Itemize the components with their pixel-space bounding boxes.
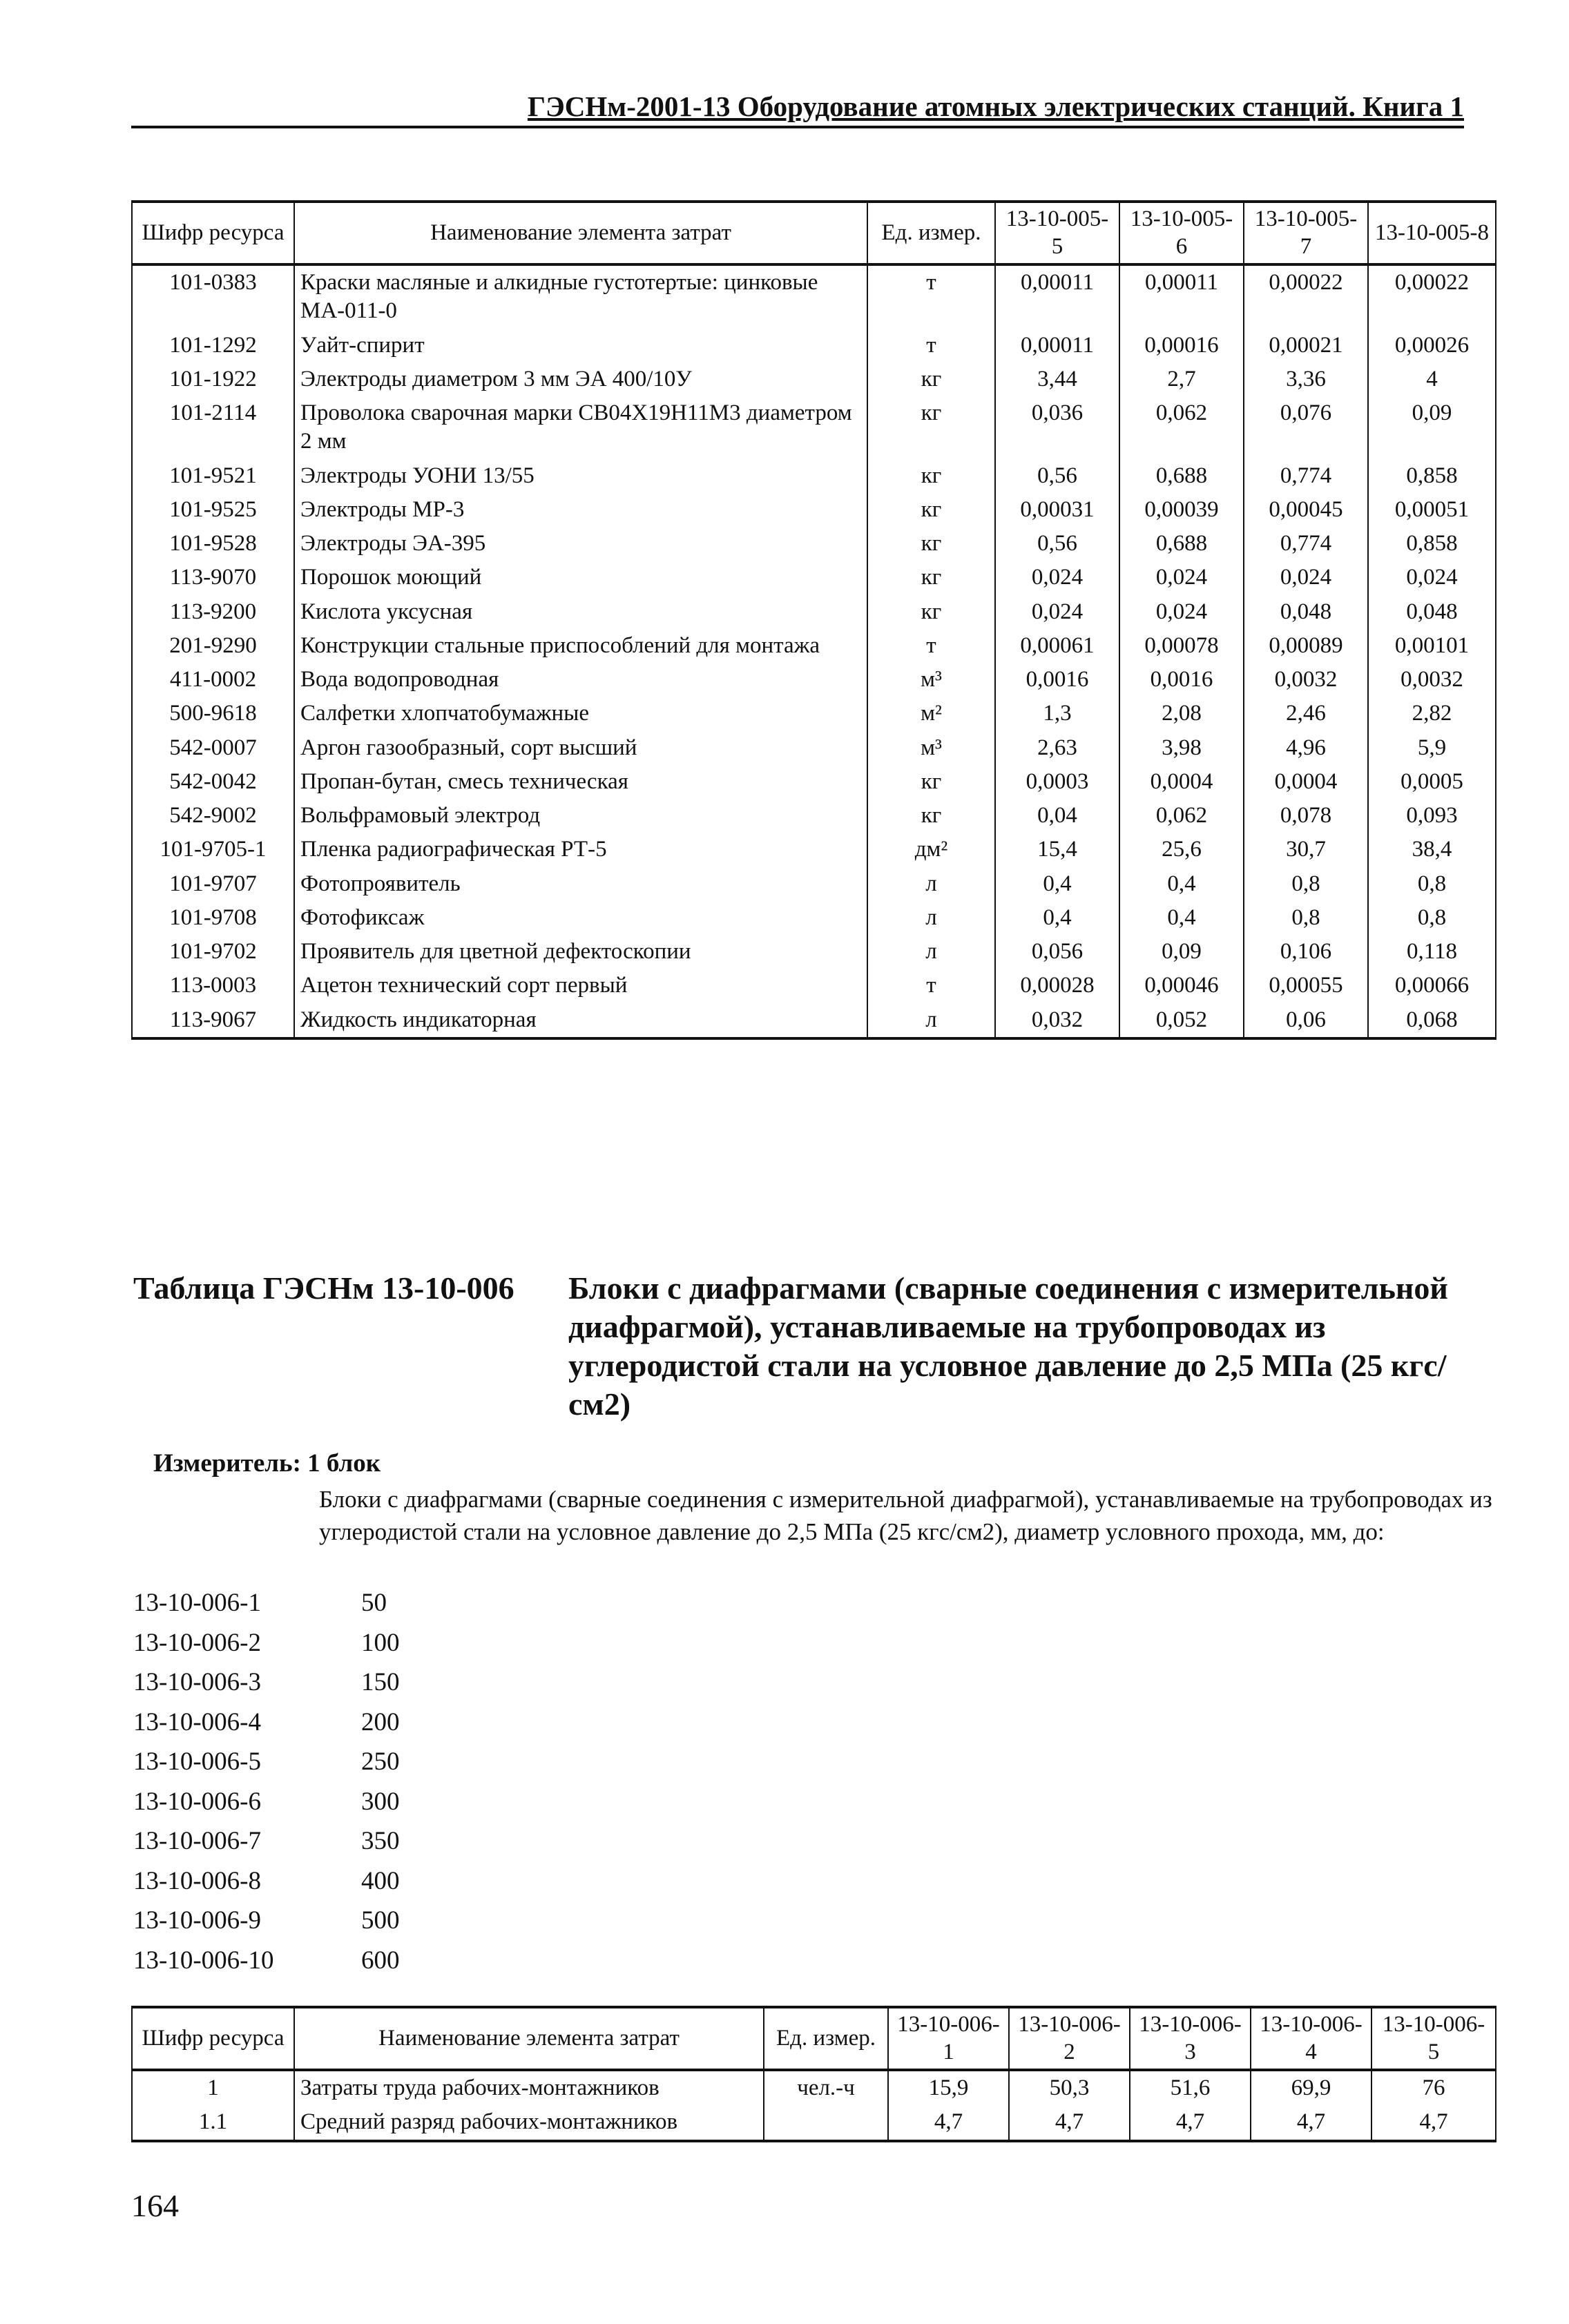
resource-code-cell: 101-9525 (132, 493, 294, 527)
resource-name-cell: Уайт-спирит (294, 329, 867, 362)
value-cell: 4,7 (1251, 2105, 1371, 2140)
column-header-unit: Ед. измер. (764, 2007, 888, 2070)
column-header-variant: 13-10-006-5 (1371, 2007, 1496, 2070)
resource-code-cell: 101-1922 (132, 362, 294, 396)
value-cell: 0,0004 (1244, 765, 1368, 799)
table-row (132, 493, 1496, 527)
column-header-variant: 13-10-005-8 (1368, 202, 1496, 264)
value-cell: 50,3 (1009, 2070, 1130, 2105)
value-cell: 0,00078 (1119, 629, 1244, 663)
table-row (132, 867, 1496, 901)
table-row (132, 2105, 1496, 2140)
value-cell: 0,04 (995, 799, 1119, 833)
value-cell: 0,00028 (995, 969, 1119, 1003)
value-cell: 2,63 (995, 731, 1119, 765)
resource-name-cell: Вольфрамовый электрод (294, 799, 867, 833)
resource-code-cell: 101-2114 (132, 396, 294, 459)
resource-name-cell: Электроды МР-3 (294, 493, 867, 527)
resource-code-cell: 1 (132, 2070, 294, 2105)
variant-code: 13-10-006-9 (133, 1906, 261, 1935)
column-header-variant: 13-10-005-7 (1244, 202, 1368, 264)
column-header-code: Шифр ресурса (132, 2007, 294, 2070)
table-header-row (132, 2007, 1496, 2070)
value-cell: 0,8 (1244, 901, 1368, 935)
value-cell: 0,00031 (995, 493, 1119, 527)
resource-name-cell: Порошок моющий (294, 561, 867, 594)
value-cell: 0,024 (995, 561, 1119, 594)
variant-code: 13-10-006-4 (133, 1707, 261, 1736)
value-cell: 0,00046 (1119, 969, 1244, 1003)
unit-cell: кг (867, 799, 995, 833)
value-cell: 0,00101 (1368, 629, 1496, 663)
value-cell: 25,6 (1119, 833, 1244, 866)
unit-cell: кг (867, 595, 995, 629)
value-cell: 0,688 (1119, 459, 1244, 493)
resource-code-cell: 101-9528 (132, 527, 294, 561)
value-cell: 0,00011 (995, 329, 1119, 362)
value-cell: 0,052 (1119, 1003, 1244, 1038)
table-title: Блоки с диафрагмами (сварные соединения с измерительной диафрагмой), устанавливаемые на трубопроводах из углеродистой стали на условное давление до 2,5 МПа (25 кгс/см2) (568, 1270, 1448, 1422)
unit-cell: м³ (867, 663, 995, 697)
resource-code-cell: 500-9618 (132, 697, 294, 730)
value-cell: 3,98 (1119, 731, 1244, 765)
variant-code: 13-10-006-6 (133, 1787, 261, 1816)
table-row (132, 731, 1496, 765)
column-header-variant: 13-10-006-2 (1009, 2007, 1130, 2070)
value-cell: 4,96 (1244, 731, 1368, 765)
value-cell: 69,9 (1251, 2070, 1371, 2105)
value-cell: 2,08 (1119, 697, 1244, 730)
value-cell: 0,4 (995, 867, 1119, 901)
resource-code-cell: 411-0002 (132, 663, 294, 697)
resource-name-cell: Проявитель для цветной дефектоскопии (294, 935, 867, 969)
value-cell: 0,032 (995, 1003, 1119, 1038)
table-row (132, 396, 1496, 459)
resource-code-cell: 201-9290 (132, 629, 294, 663)
table-label: Таблица ГЭСНм 13-10-006 (133, 1270, 514, 1306)
variant-code: 13-10-006-7 (133, 1827, 261, 1855)
unit-cell: т (867, 969, 995, 1003)
column-header-variant: 13-10-006-3 (1130, 2007, 1251, 2070)
value-cell: 0,024 (1119, 595, 1244, 629)
resource-name-cell: Затраты труда рабочих-монтажников (294, 2070, 764, 2105)
value-cell: 0,024 (1368, 561, 1496, 594)
unit-cell: чел.-ч (764, 2070, 888, 2105)
resource-code-cell: 542-0007 (132, 731, 294, 765)
value-cell: 0,8 (1244, 867, 1368, 901)
value-cell: 15,9 (888, 2070, 1009, 2105)
variant-diameter: 150 (361, 1668, 400, 1696)
variant-diameter: 300 (361, 1787, 400, 1816)
value-cell: 0,688 (1119, 527, 1244, 561)
variant-diameter: 200 (361, 1707, 400, 1736)
table-row (132, 765, 1496, 799)
variant-diameter: 400 (361, 1866, 400, 1895)
value-cell: 0,774 (1244, 459, 1368, 493)
value-cell: 0,00021 (1244, 329, 1368, 362)
value-cell: 0,0032 (1244, 663, 1368, 697)
value-cell: 51,6 (1130, 2070, 1251, 2105)
unit-cell: кг (867, 362, 995, 396)
value-cell: 0,00011 (1119, 264, 1244, 329)
table-row (132, 969, 1496, 1003)
value-cell: 30,7 (1244, 833, 1368, 866)
resource-name-cell: Фотопроявитель (294, 867, 867, 901)
value-cell: 0,024 (995, 595, 1119, 629)
resource-code-cell: 101-9702 (132, 935, 294, 969)
resource-code-cell: 542-9002 (132, 799, 294, 833)
resource-code-cell: 101-9707 (132, 867, 294, 901)
variant-diameter: 250 (361, 1747, 400, 1776)
value-cell: 0,062 (1119, 799, 1244, 833)
column-header-variant: 13-10-005-6 (1119, 202, 1244, 264)
resource-code-cell: 101-0383 (132, 264, 294, 329)
unit-cell: кг (867, 459, 995, 493)
resource-code-cell: 113-9200 (132, 595, 294, 629)
value-cell: 0,4 (1119, 901, 1244, 935)
variant-diameter: 600 (361, 1946, 400, 1975)
table-header-row (132, 202, 1496, 264)
value-cell: 0,00022 (1368, 264, 1496, 329)
resource-name-cell: Конструкции стальные приспособлений для монтажа (294, 629, 867, 663)
variant-code: 13-10-006-2 (133, 1628, 261, 1657)
resource-name-cell: Электроды ЭА-395 (294, 527, 867, 561)
value-cell: 0,036 (995, 396, 1119, 459)
resource-name-cell: Фотофиксаж (294, 901, 867, 935)
variant-code: 13-10-006-5 (133, 1747, 261, 1776)
unit-cell: м³ (867, 731, 995, 765)
value-cell: 0,106 (1244, 935, 1368, 969)
unit-cell: л (867, 1003, 995, 1038)
value-cell: 0,4 (1119, 867, 1244, 901)
unit-cell: кг (867, 493, 995, 527)
resource-code-cell: 113-9067 (132, 1003, 294, 1038)
resource-name-cell: Кислота уксусная (294, 595, 867, 629)
unit-cell: т (867, 264, 995, 329)
unit-cell: т (867, 629, 995, 663)
column-header-name: Наименование элемента затрат (294, 2007, 764, 2070)
value-cell: 0,00022 (1244, 264, 1368, 329)
resource-code-cell: 113-9070 (132, 561, 294, 594)
resources-table-005 (131, 200, 1496, 1040)
value-cell: 0,0032 (1368, 663, 1496, 697)
table-row (132, 1003, 1496, 1038)
unit-cell (764, 2105, 888, 2140)
value-cell: 0,00045 (1244, 493, 1368, 527)
value-cell: 0,024 (1119, 561, 1244, 594)
table-row (132, 833, 1496, 866)
resource-name-cell: Вода водопроводная (294, 663, 867, 697)
value-cell: 0,024 (1244, 561, 1368, 594)
value-cell: 0,0003 (995, 765, 1119, 799)
value-cell: 4,7 (888, 2105, 1009, 2140)
unit-cell: кг (867, 396, 995, 459)
value-cell: 0,0005 (1368, 765, 1496, 799)
value-cell: 0,0016 (995, 663, 1119, 697)
table-description: Блоки с диафрагмами (сварные соединения с измерительной диафрагмой), устанавливаемые на трубопроводах из углеродистой стали на условное давление до 2,5 МПа (25 кгс/см2), диаметр условного прохода, мм, до: (319, 1486, 1492, 1546)
table-row (132, 901, 1496, 935)
value-cell: 0,56 (995, 527, 1119, 561)
resource-name-cell: Ацетон технический сорт первый (294, 969, 867, 1003)
value-cell: 4 (1368, 362, 1496, 396)
column-header-variant: 13-10-006-4 (1251, 2007, 1371, 2070)
variant-code: 13-10-006-8 (133, 1866, 261, 1895)
table-row (132, 697, 1496, 730)
column-header-code: Шифр ресурса (132, 202, 294, 264)
unit-cell: м² (867, 697, 995, 730)
value-cell: 0,0004 (1119, 765, 1244, 799)
resource-code-cell: 101-1292 (132, 329, 294, 362)
table-row (132, 595, 1496, 629)
value-cell: 0,06 (1244, 1003, 1368, 1038)
value-cell: 0,048 (1368, 595, 1496, 629)
table-row (132, 935, 1496, 969)
value-cell: 0,00011 (995, 264, 1119, 329)
value-cell: 0,774 (1244, 527, 1368, 561)
column-header-unit: Ед. измер. (867, 202, 995, 264)
value-cell: 0,076 (1244, 396, 1368, 459)
value-cell: 0,118 (1368, 935, 1496, 969)
value-cell: 3,44 (995, 362, 1119, 396)
variant-code: 13-10-006-1 (133, 1589, 261, 1617)
value-cell: 0,00066 (1368, 969, 1496, 1003)
value-cell: 0,00089 (1244, 629, 1368, 663)
resource-name-cell: Проволока сварочная марки СВ04Х19Н11М3 диаметром 2 мм (294, 396, 867, 459)
column-header-variant: 13-10-006-1 (888, 2007, 1009, 2070)
resource-code-cell: 113-0003 (132, 969, 294, 1003)
value-cell: 0,8 (1368, 901, 1496, 935)
variant-diameter: 500 (361, 1906, 400, 1935)
value-cell: 3,36 (1244, 362, 1368, 396)
value-cell: 5,9 (1368, 731, 1496, 765)
resource-name-cell: Электроды УОНИ 13/55 (294, 459, 867, 493)
value-cell: 0,056 (995, 935, 1119, 969)
value-cell: 15,4 (995, 833, 1119, 866)
unit-cell: л (867, 901, 995, 935)
value-cell: 0,00055 (1244, 969, 1368, 1003)
value-cell: 4,7 (1130, 2105, 1251, 2140)
page-number: 164 (131, 2188, 179, 2223)
running-header: ГЭСНм-2001-13 Оборудование атомных электрических станций. Книга 1 (131, 90, 1464, 128)
unit-cell: т (867, 329, 995, 362)
value-cell: 0,093 (1368, 799, 1496, 833)
table-row (132, 629, 1496, 663)
value-cell: 0,048 (1244, 595, 1368, 629)
variant-diameter: 50 (361, 1589, 387, 1617)
resource-name-cell: Пленка радиографическая РТ-5 (294, 833, 867, 866)
resource-name-cell: Пропан-бутан, смесь техническая (294, 765, 867, 799)
value-cell: 0,09 (1119, 935, 1244, 969)
resource-code-cell: 101-9705-1 (132, 833, 294, 866)
value-cell: 0,0016 (1119, 663, 1244, 697)
value-cell: 76 (1371, 2070, 1496, 2105)
value-cell: 1,3 (995, 697, 1119, 730)
column-header-name: Наименование элемента затрат (294, 202, 867, 264)
unit-cell: кг (867, 561, 995, 594)
table-row (132, 459, 1496, 493)
table-row (132, 362, 1496, 396)
value-cell: 0,062 (1119, 396, 1244, 459)
variant-diameter: 350 (361, 1827, 400, 1855)
value-cell: 0,00051 (1368, 493, 1496, 527)
table-row (132, 663, 1496, 697)
resource-code-cell: 101-9521 (132, 459, 294, 493)
value-cell: 4,7 (1371, 2105, 1496, 2140)
value-cell: 0,8 (1368, 867, 1496, 901)
value-cell: 0,068 (1368, 1003, 1496, 1038)
resource-code-cell: 101-9708 (132, 901, 294, 935)
resource-name-cell: Жидкость индикаторная (294, 1003, 867, 1038)
value-cell: 0,00061 (995, 629, 1119, 663)
resource-name-cell: Средний разряд рабочих-монтажников (294, 2105, 764, 2140)
unit-cell: кг (867, 765, 995, 799)
value-cell: 0,00026 (1368, 329, 1496, 362)
unit-cell: л (867, 867, 995, 901)
resource-code-cell: 1.1 (132, 2105, 294, 2140)
value-cell: 38,4 (1368, 833, 1496, 866)
value-cell: 4,7 (1009, 2105, 1130, 2140)
value-cell: 2,7 (1119, 362, 1244, 396)
value-cell: 0,56 (995, 459, 1119, 493)
value-cell: 0,09 (1368, 396, 1496, 459)
variant-code: 13-10-006-10 (133, 1946, 274, 1975)
value-cell: 0,4 (995, 901, 1119, 935)
resource-name-cell: Краски масляные и алкидные густотертые: цинковые МА-011-0 (294, 264, 867, 329)
value-cell: 0,078 (1244, 799, 1368, 833)
value-cell: 0,00016 (1119, 329, 1244, 362)
column-header-variant: 13-10-005-5 (995, 202, 1119, 264)
unit-cell: л (867, 935, 995, 969)
table-row (132, 264, 1496, 329)
value-cell: 0,858 (1368, 459, 1496, 493)
table-row (132, 561, 1496, 594)
resource-name-cell: Электроды диаметром 3 мм ЭА 400/10У (294, 362, 867, 396)
value-cell: 2,46 (1244, 697, 1368, 730)
variant-diameter: 100 (361, 1628, 400, 1657)
table-row (132, 799, 1496, 833)
unit-cell: дм² (867, 833, 995, 866)
table-row (132, 329, 1496, 362)
variant-code: 13-10-006-3 (133, 1668, 261, 1696)
value-cell: 0,00039 (1119, 493, 1244, 527)
unit-cell: кг (867, 527, 995, 561)
value-cell: 2,82 (1368, 697, 1496, 730)
table-row (132, 527, 1496, 561)
measurement-unit: Измеритель: 1 блок (153, 1449, 381, 1478)
resource-code-cell: 542-0042 (132, 765, 294, 799)
resource-name-cell: Салфетки хлопчатобумажные (294, 697, 867, 730)
table-row (132, 2070, 1496, 2105)
value-cell: 0,858 (1368, 527, 1496, 561)
resource-name-cell: Аргон газообразный, сорт высший (294, 731, 867, 765)
resources-table-006 (131, 2006, 1496, 2142)
